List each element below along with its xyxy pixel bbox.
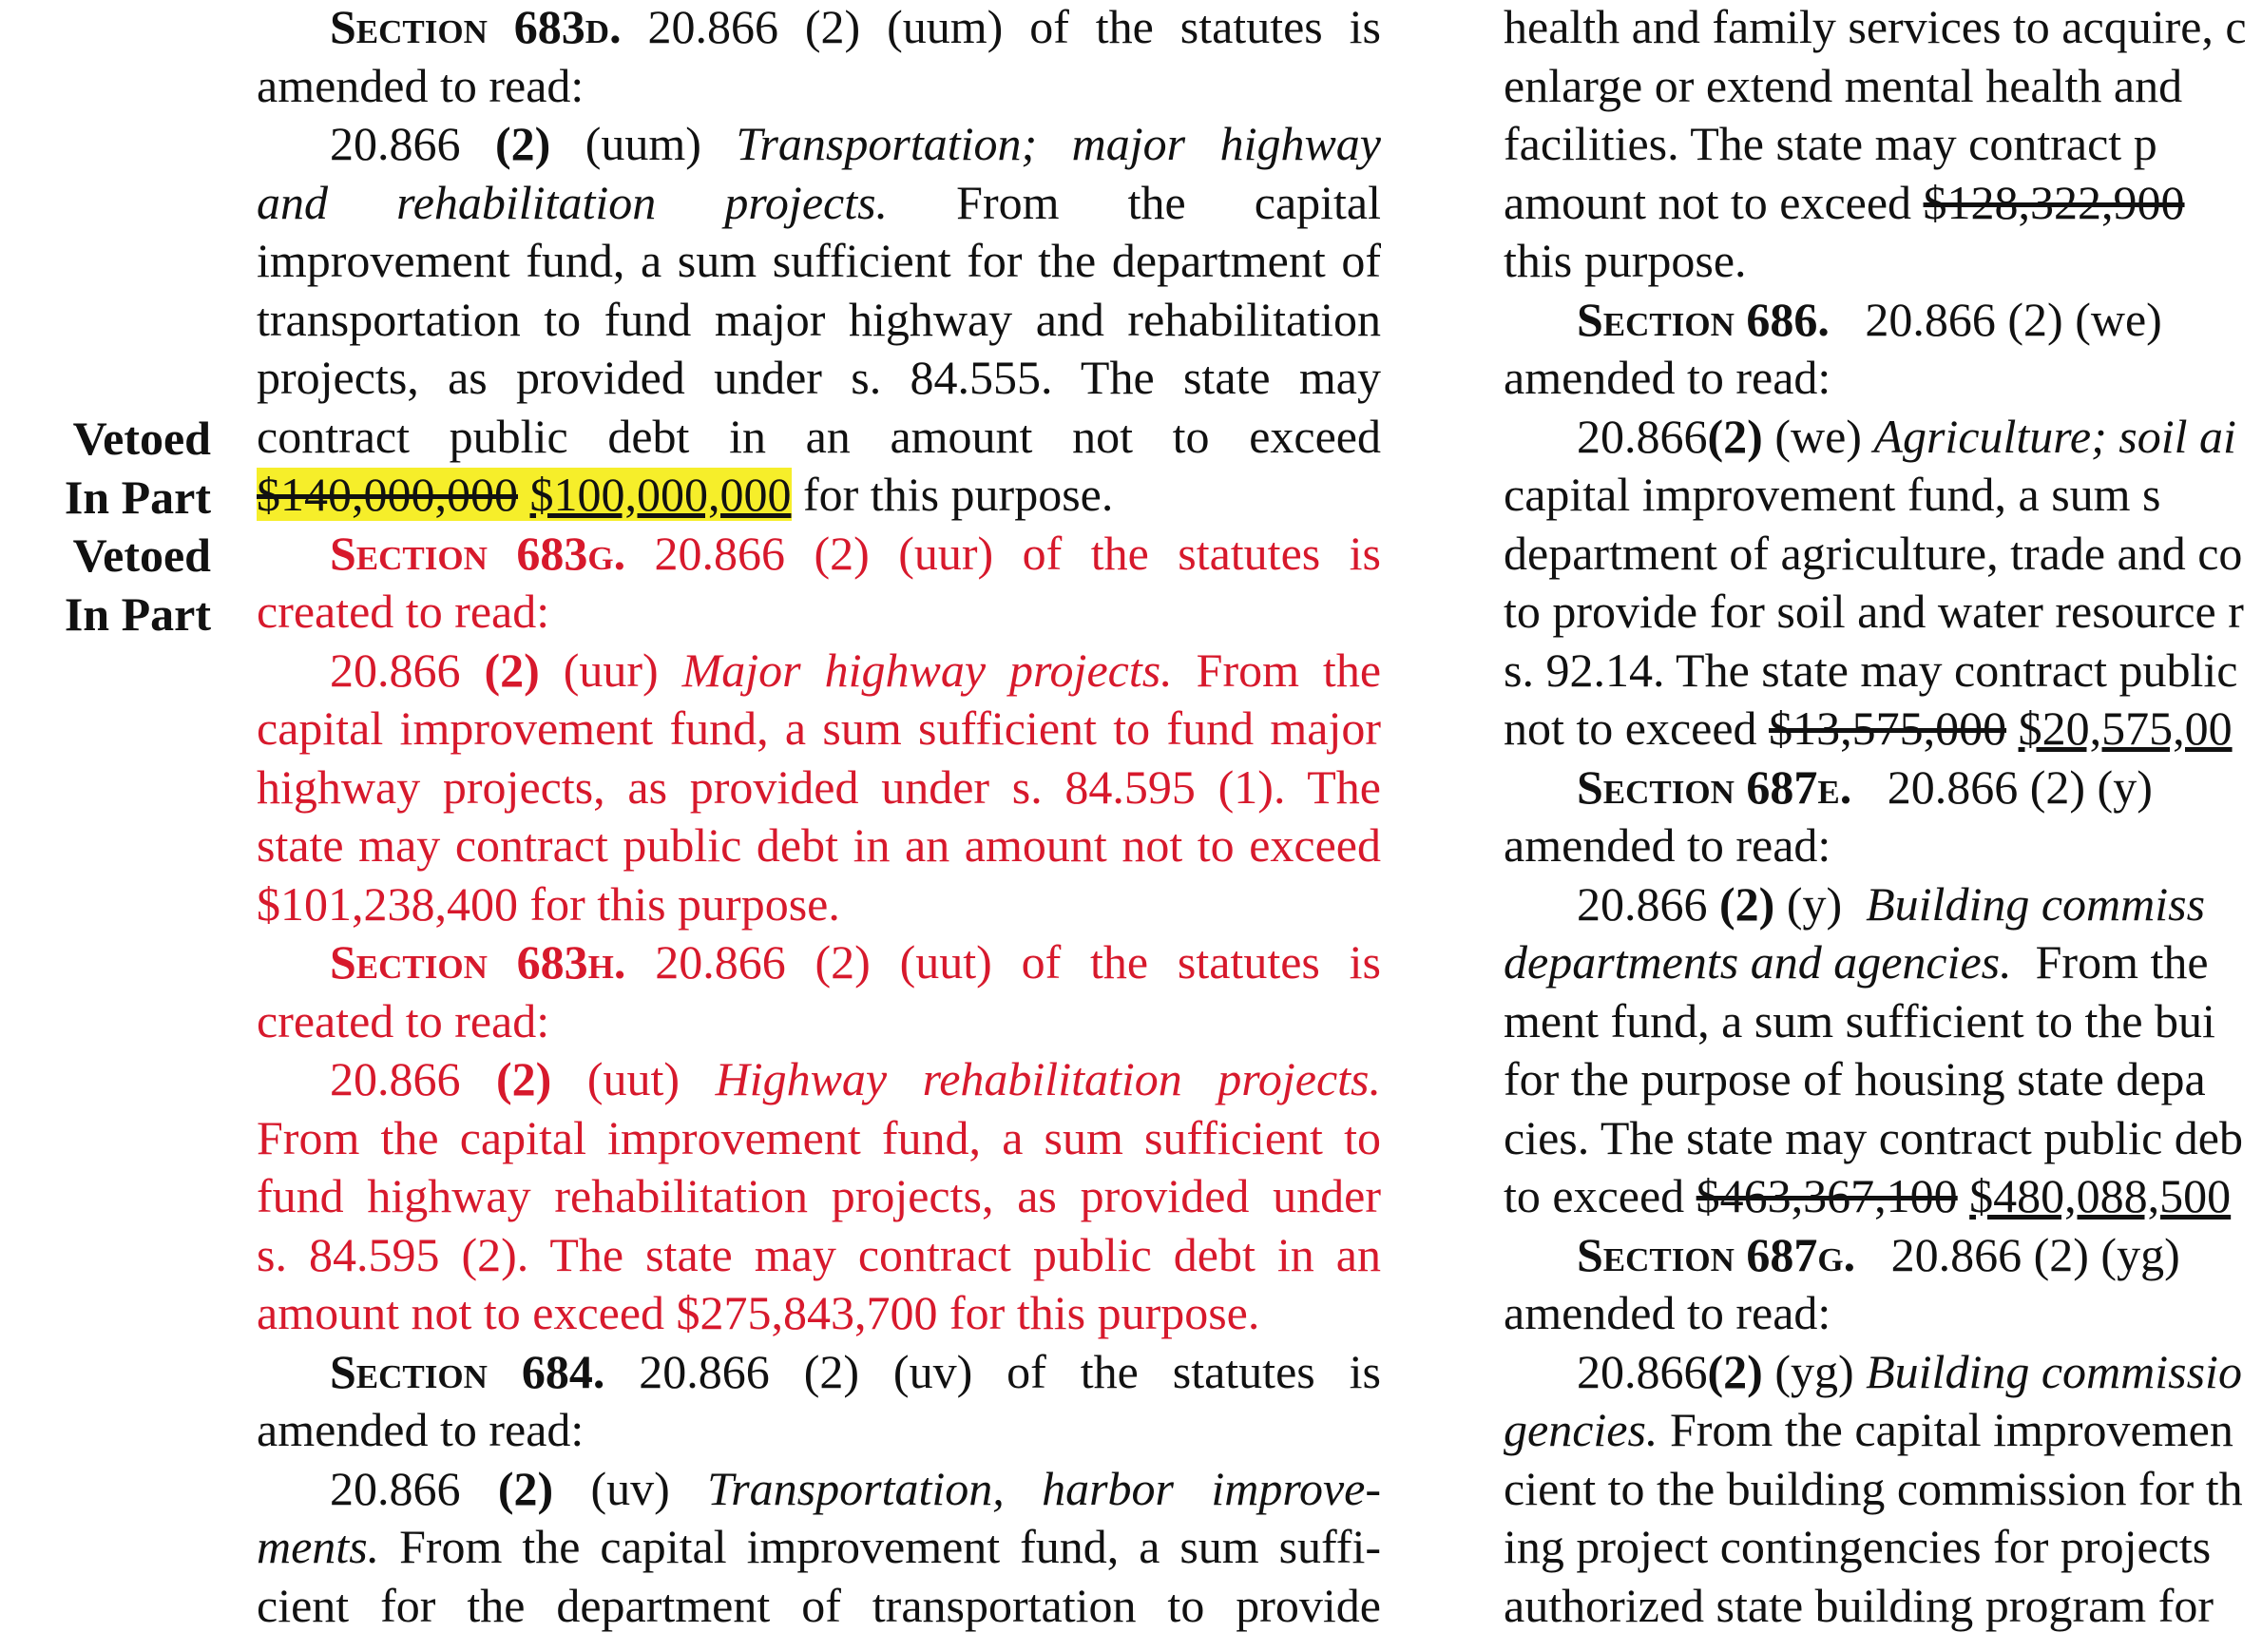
left-column: [257, 0, 1381, 1635]
veto-note: In Part: [64, 586, 211, 641]
section-683d-body-line: transportation to fund major highway and rehabilitation: [257, 292, 1381, 346]
section-683d-body-line: contract public debt in an amount not to exceed: [257, 409, 1381, 463]
section-687e-body-line: for the purpose of housing state depa: [1504, 1052, 2206, 1105]
struck-amount: $140,000,000: [257, 468, 518, 521]
inserted-amount: $20,575,00: [2018, 701, 2233, 755]
right-body-line: amount not to exceed $128,322,900: [1504, 175, 2185, 229]
veto-note: In Part: [64, 470, 211, 524]
section-687e-body-line: departments and agencies. From the: [1504, 935, 2209, 989]
section-683d-amount-line: $140,000,000 $100,000,000 for this purpose.: [257, 468, 1114, 521]
section-686-body-line: department of agriculture, trade and co: [1504, 526, 2243, 580]
section-687g-body-line: ing project contingencies for projects: [1504, 1520, 2212, 1573]
section-686-body-line: to provide for soil and water resource r: [1504, 585, 2244, 638]
section-683d-body-line: 20.866 (2) (uum) Transportation; major highway: [330, 117, 1381, 170]
section-683g-body-line: 20.866 (2) (uur) Major highway projects. From the: [330, 643, 1381, 697]
section-686-amount-line: not to exceed $13,575,000 $20,575,00: [1504, 701, 2233, 755]
section-683h-heading: Section 683h. 20.866 (2) (uut) of the statutes is: [330, 935, 1381, 989]
section-686-body-line: s. 92.14. The state may contract public: [1504, 643, 2238, 697]
struck-amount: $463,367,100: [1696, 1169, 1958, 1222]
section-683h-body-line: fund highway rehabilitation projects, as provided under: [257, 1169, 1381, 1222]
section-684-body-line: ments. From the capital improvement fund, a sum suffi-: [257, 1520, 1381, 1573]
right-body-line: enlarge or extend mental health and: [1504, 58, 2183, 112]
section-683g-heading-cont: created to read:: [257, 585, 550, 638]
section-686-heading: Section 686. 20.866 (2) (we): [1577, 292, 2162, 346]
section-683h-body-line: s. 84.595 (2). The state may contract public debt in an: [257, 1227, 1381, 1281]
section-683h-body-line: From the capital improvement fund, a sum sufficient to: [257, 1110, 1381, 1164]
section-683d-heading: Section 683d. 20.866 (2) (uum) of the statutes is: [330, 0, 1381, 53]
section-687e-heading-cont: amended to read:: [1504, 818, 1831, 872]
section-686-body-line: capital improvement fund, a sum s: [1504, 468, 2161, 521]
section-687e-body-line: 20.866 (2) (y) Building commiss: [1577, 876, 2206, 931]
section-687g-heading-cont: amended to read:: [1504, 1286, 1831, 1339]
inserted-amount: $480,088,500: [1969, 1169, 2232, 1222]
section-683d-heading-cont: amended to read:: [257, 58, 585, 112]
section-687e-body-line: ment fund, a sum sufficient to the bui: [1504, 993, 2215, 1047]
section-683g-body-line: highway projects, as provided under s. 84.595 (1). The: [257, 759, 1381, 814]
section-687e-heading: Section 687e. 20.866 (2) (y): [1577, 759, 2153, 814]
section-687g-body-line: authorized state building program for: [1504, 1578, 2214, 1632]
right-body-line: health and family services to acquire, c: [1504, 0, 2247, 53]
section-687g-body-line: 20.866(2) (yg) Building commissio: [1577, 1344, 2242, 1398]
struck-amount: $128,322,900: [1923, 175, 2185, 229]
section-687g-heading: Section 687g. 20.866 (2) (yg): [1577, 1227, 2180, 1281]
struck-amount: $13,575,000: [1769, 701, 2007, 755]
section-683g-body-line: capital improvement fund, a sum sufficient to fund major: [257, 701, 1381, 755]
section-683h-body-line: 20.866 (2) (uut) Highway rehabilitation projects.: [330, 1052, 1381, 1105]
section-686-heading-cont: amended to read:: [1504, 351, 1831, 404]
veto-margin-notes: [0, 410, 211, 644]
section-683d-body-line: projects, as provided under s. 84.555. The state may: [257, 351, 1381, 404]
section-687g-body-line: gencies. From the capital improvemen: [1504, 1403, 2233, 1456]
veto-note: Vetoed: [72, 528, 211, 582]
right-column: [1504, 0, 2262, 1635]
section-684-body-line: 20.866 (2) (uv) Transportation, harbor improve-: [330, 1461, 1381, 1515]
inserted-amount: $100,000,000: [529, 468, 792, 521]
section-684-body-line: cient for the department of transportation to provide: [257, 1578, 1381, 1632]
section-684-heading-cont: amended to read:: [257, 1403, 585, 1456]
section-683d-body-line: improvement fund, a sum sufficient for the department of: [257, 234, 1381, 287]
section-683g-heading: Section 683g. 20.866 (2) (uur) of the statutes is: [330, 526, 1381, 580]
right-body-line: facilities. The state may contract p: [1504, 117, 2157, 170]
right-body-line: this purpose.: [1504, 234, 1747, 287]
veto-note: Vetoed: [72, 412, 211, 465]
section-683g-body-line: state may contract public debt in an amount not to exceed: [257, 818, 1381, 872]
section-683g-body-line: $101,238,400 for this purpose.: [257, 876, 840, 931]
section-683d-body-line: and rehabilitation projects. From the capital: [257, 175, 1381, 229]
vetoed-amount-highlight: [257, 468, 792, 521]
section-687g-body-line: cient to the building commission for th: [1504, 1461, 2243, 1515]
section-684-heading: Section 684. 20.866 (2) (uv) of the statutes is: [330, 1344, 1381, 1398]
section-687e-amount-line: to exceed $463,367,100 $480,088,500: [1504, 1169, 2232, 1222]
section-683h-heading-cont: created to read:: [257, 993, 550, 1047]
section-687e-body-line: cies. The state may contract public deb: [1504, 1110, 2243, 1164]
section-683h-body-line: amount not to exceed $275,843,700 for this purpose.: [257, 1286, 1260, 1339]
section-686-body-line: 20.866(2) (we) Agriculture; soil ai: [1577, 409, 2236, 463]
